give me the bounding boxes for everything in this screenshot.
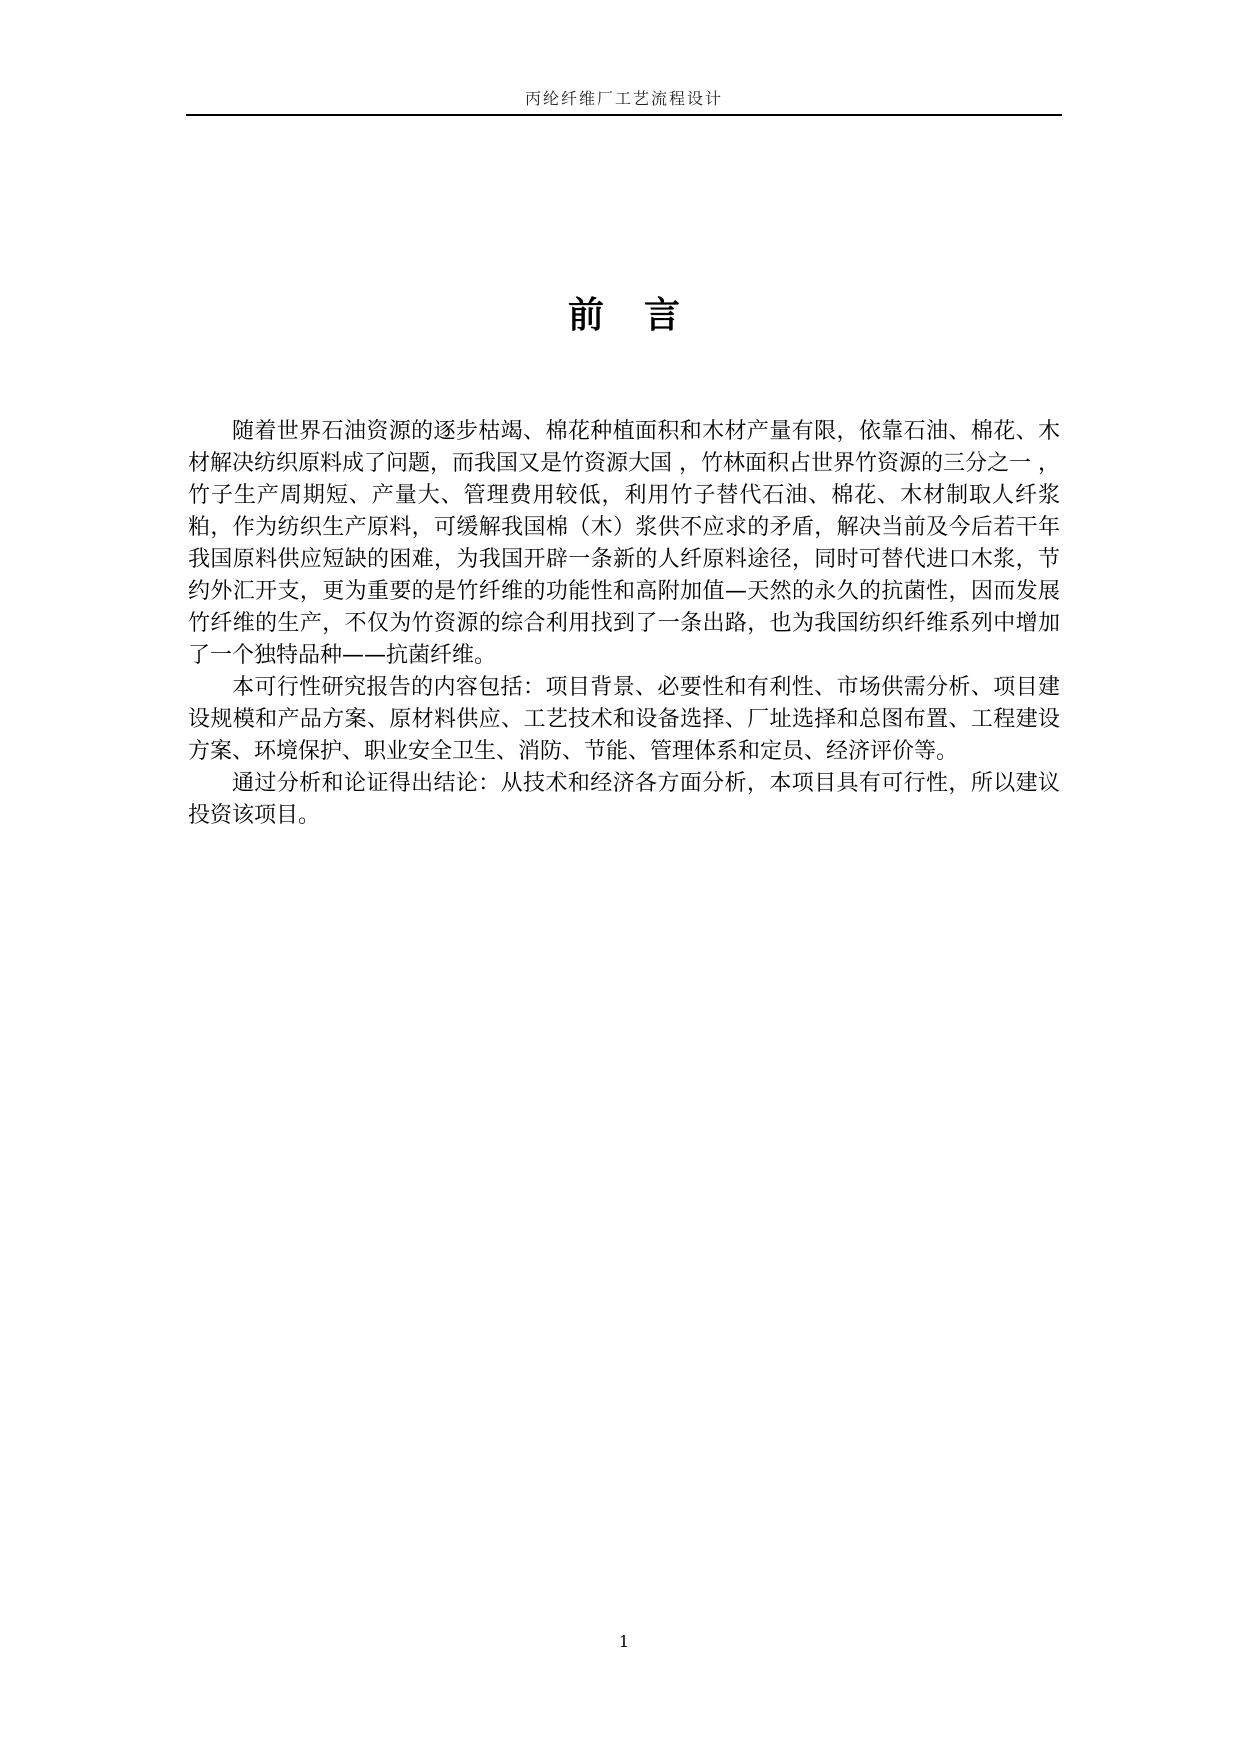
paragraph-conclusion: 通过分析和论证得出结论：从技术和经济各方面分析，本项目具有可行性，所以建议投资该项目。 — [188, 771, 1060, 828]
paragraph-intro: 随着世界石油资源的逐步枯竭、棉花种植面积和木材产量有限，依靠石油、棉花、木材解决纺织原料成了问题，而我国又是竹资源大国 ，竹林面积占世界竹资源的三分之一 ，竹子生产周期短、产量大、管理费用较低，利用竹子替代石油、棉花、木材制取人纤浆粕，作为纺织生产原料，可缓解我国棉（木）浆供不应求的矛盾，解决当前及今后若干年我国原料供应短缺的困难，为我国开辟一条新的人纤原料途径，同时可替代进口木浆，节约外汇开支，更为重要的是竹纤维的功能性和高附加值—天然的永久的抗菌性，因而发展竹纤维的生产，不仅为竹资源的综合利用找到了一条出路，也为我国纺织纤维系列中增加了一个独特品种——抗菌纤维。 — [188, 419, 1060, 668]
body-text — [188, 416, 1060, 832]
page-number: 1 — [618, 1632, 630, 1651]
running-header: 丙纶纤维厂工艺流程设计 — [524, 89, 723, 108]
page-title: 前言 — [567, 295, 720, 336]
header-rule — [186, 114, 1062, 116]
paragraph-contents: 本可行性研究报告的内容包括：项目背景、必要性和有利性、市场供需分析、项目建设规模和产品方案、原材料供应、工艺技术和设备选择、厂址选择和总图布置、工程建设方案、环境保护、职业安全卫生、消防、节能、管理体系和定员、经济评价等。 — [188, 675, 1060, 764]
